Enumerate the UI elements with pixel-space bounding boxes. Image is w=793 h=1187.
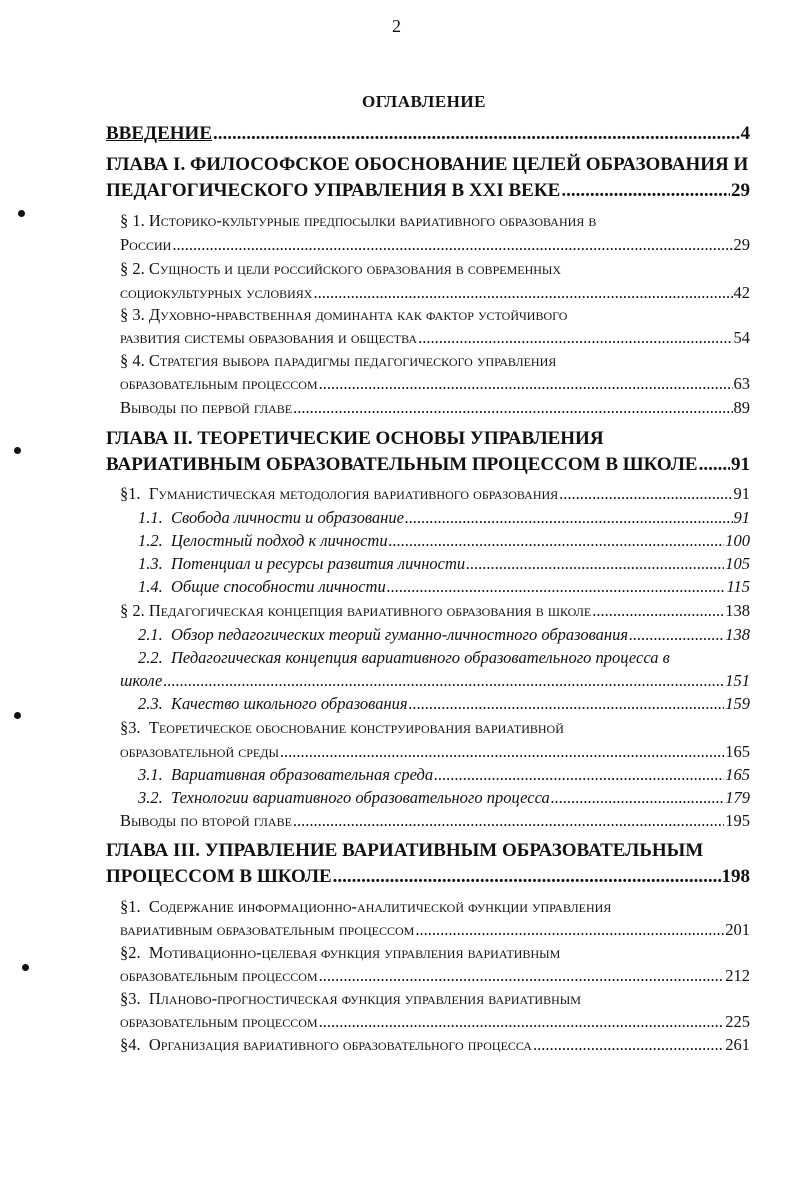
entry-page: 54 [733,328,750,347]
entry-page: 4 [740,123,750,144]
leader-dots [387,577,726,597]
entry-page: 91 [731,454,750,475]
leader-dots [319,374,733,394]
entry-label: Выводы по первой главе [120,398,293,417]
leader-dots [559,484,732,504]
section-1-1-line1[interactable]: § 1. Историко-культурные предпосылки вариативного образования в [120,211,597,230]
entry-number: 1.4. [138,577,163,596]
toc-entry-sub-2-3[interactable] [138,694,750,714]
entry-label: социокультурных условиях [120,283,313,302]
entry-number: 3.1. [138,765,163,784]
entry-page: 225 [725,1012,750,1031]
leader-dots [280,742,724,762]
section-1-3-line1[interactable]: § 3. Духовно-нравственная доминанта как фактор устойчивого [120,305,568,324]
leader-dots [172,235,732,255]
toc-entry-sub-1-3[interactable] [138,554,750,574]
entry-page: 201 [725,920,750,939]
toc-entry-intro[interactable] [106,123,750,145]
entry-label: России [120,235,172,254]
entry-number: 2.1. [138,625,163,644]
entry-page: 138 [725,625,750,644]
entry-number: 3.2. [138,788,163,807]
toc-entry-sub-2-1[interactable] [138,625,750,645]
entry-label: образовательным процессом [120,966,318,985]
leader-dots [319,1012,725,1032]
entry-label: ВАРИАТИВНЫМ ОБРАЗОВАТЕЛЬНЫМ ПРОЦЕССОМ В ШКОЛЕ [106,454,698,475]
entry-page: 195 [725,811,750,830]
toc-entry-section-3-4[interactable] [120,1035,750,1055]
toc-entry-section-2-3[interactable] [120,742,750,762]
section-3-1-line1[interactable]: §1. Содержание информационно-аналитической функции управления [120,897,612,916]
leader-dots [418,328,732,348]
entry-page: 91 [733,484,750,503]
toc-entry-section-2-1[interactable] [120,484,750,504]
margin-mark [18,210,25,217]
section-1-2-line1[interactable]: § 2. Сущность и цели российского образования в современных [120,259,562,278]
chapter-1-title-line1[interactable]: ГЛАВА I. ФИЛОСОФСКОЕ ОБОСНОВАНИЕ ЦЕЛЕЙ ОБРАЗОВАНИЯ И [106,154,749,175]
entry-label: школе [120,671,163,690]
leader-dots [319,966,725,986]
leader-dots [415,920,724,940]
margin-mark [22,964,29,971]
entry-page: 42 [733,283,750,302]
entry-label: Вариативная образовательная среда [171,765,434,784]
leader-dots [551,788,725,808]
entry-label: Качество школьного образования [171,694,408,713]
entry-label: образовательной среды [120,742,279,761]
entry-number: 1.2. [138,531,163,550]
entry-label: Потенциал и ресурсы развития личности [171,554,466,573]
toc-entry-chapter-1[interactable] [106,180,750,202]
entry-page: 63 [733,374,750,393]
entry-page: 165 [725,765,750,784]
toc-entry-sub-3-2[interactable] [138,788,750,808]
entry-label: ВВЕДЕНИЕ [106,123,212,144]
toc-entry-section-1-2[interactable] [120,283,750,303]
toc-entry-section-2-2[interactable] [120,601,750,621]
section-1-4-line1[interactable]: § 4. Стратегия выбора парадигмы педагогического управления [120,351,557,370]
leader-dots [293,398,732,418]
chapter-3-title-line1[interactable]: ГЛАВА III. УПРАВЛЕНИЕ ВАРИАТИВНЫМ ОБРАЗОВАТЕЛЬНЫМ [106,840,704,861]
entry-label: Организация вариативного образовательного процесса [148,1035,532,1054]
leader-dots [533,1035,724,1055]
entry-page: 198 [721,866,750,887]
toc-entry-sub-1-4[interactable] [138,577,750,597]
toc-entry-sub-2-2[interactable] [120,671,750,691]
section-2-3-line1[interactable]: §3. Теоретическое обоснование конструирования вариативной [120,718,564,737]
entry-page: 29 [733,235,750,254]
entry-page: 105 [725,554,750,573]
entry-page: 29 [731,180,750,201]
leader-dots [561,180,730,202]
leader-dots [389,531,725,551]
chapter-2-title-line1[interactable]: ГЛАВА II. ТЕОРЕТИЧЕСКИЕ ОСНОВЫ УПРАВЛЕНИЯ [106,428,604,449]
entry-number: 1.1. [138,508,163,527]
leader-dots [466,554,724,574]
toc-entry-conclusion-1[interactable] [120,398,750,418]
sub-2-2-line1[interactable]: 2.2. Педагогическая концепция вариативного образовательного процесса в [138,648,670,667]
leader-dots [293,811,724,831]
entry-label: образовательным процессом [120,1012,318,1031]
entry-number: §1. [120,484,141,503]
section-3-2-line1[interactable]: §2. Мотивационно-целевая функция управления вариативным [120,943,561,962]
entry-page: 100 [725,531,750,550]
toc-entry-section-3-3[interactable] [120,1012,750,1032]
entry-label: Педагогическая концепция вариативного образования в школе [148,601,592,620]
entry-number: § 2. [120,601,145,620]
entry-page: 165 [725,742,750,761]
leader-dots [629,625,724,645]
toc-title: ОГЛАВЛЕНИЕ [362,92,486,111]
toc-entry-conclusion-2[interactable] [120,811,750,831]
toc-entry-section-1-1[interactable] [120,235,750,255]
entry-page: 89 [733,398,750,417]
entry-label: Выводы по второй главе [120,811,292,830]
entry-page: 179 [725,788,750,807]
leader-dots [434,765,724,785]
entry-label: ПЕДАГОГИЧЕСКОГО УПРАВЛЕНИЯ В XXI ВЕКЕ [106,180,561,201]
entry-number: §4. [120,1035,141,1054]
leader-dots [313,283,732,303]
entry-number: 1.3. [138,554,163,573]
entry-label: развития системы образования и общества [120,328,418,347]
toc-entry-section-3-2[interactable] [120,966,750,986]
entry-page: 138 [725,601,750,620]
leader-dots [213,123,740,145]
toc-entry-chapter-2[interactable] [106,454,750,476]
entry-page: 115 [726,577,750,596]
leader-dots [699,454,730,476]
leader-dots [409,694,725,714]
entry-label: Общие способности личности [171,577,386,596]
margin-mark [14,712,21,719]
leader-dots [163,671,724,691]
entry-page: 261 [725,1035,750,1054]
section-3-3-line1[interactable]: §3. Планово-прогностическая функция управления вариативным [120,989,581,1008]
page-number: 2 [392,16,401,36]
entry-number: 2.3. [138,694,163,713]
margin-mark [14,447,21,454]
toc-entry-sub-3-1[interactable] [138,765,750,785]
entry-label: Гуманистическая методология вариативного образования [148,484,559,503]
toc-entry-section-1-4[interactable] [120,374,750,394]
entry-page: 151 [725,671,750,690]
entry-label: Целостный подход к личности [171,531,388,550]
entry-label: образовательным процессом [120,374,318,393]
toc-entry-sub-1-1[interactable] [138,508,750,528]
entry-label: ПРОЦЕССОМ В ШКОЛЕ [106,866,332,887]
toc-entry-chapter-3[interactable] [106,866,750,888]
entry-page: 212 [725,966,750,985]
entry-page: 159 [725,694,750,713]
leader-dots [592,601,724,621]
entry-label: Свобода личности и образование [171,508,404,527]
toc-entry-section-3-1[interactable] [120,920,750,940]
entry-label: вариативным образовательным процессом [120,920,415,939]
toc-entry-sub-1-2[interactable] [138,531,750,551]
toc-entry-section-1-3[interactable] [120,328,750,348]
leader-dots [333,866,721,888]
entry-page: 91 [733,508,750,527]
leader-dots [405,508,733,528]
entry-label: Обзор педагогических теорий гуманно-личностного образования [171,625,629,644]
entry-label: Технологии вариативного образовательного процесса [171,788,550,807]
